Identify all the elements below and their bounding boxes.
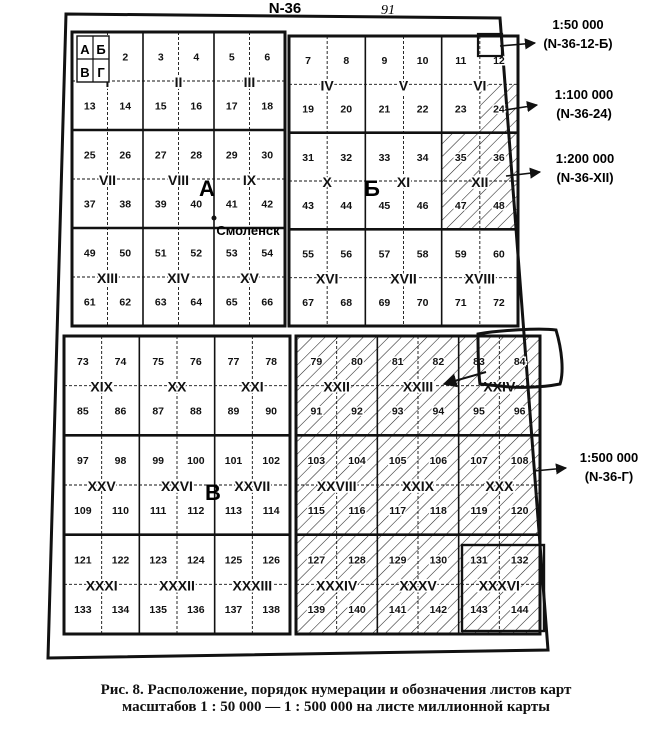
roman-numeral: XX [167,378,187,395]
roman-numeral: XXVIII [316,478,357,494]
sheet-number: 10 [416,55,429,68]
sheet-number: 58 [416,248,429,261]
sheet-number: 117 [389,504,407,517]
sheet-number: 27 [154,149,167,162]
sheet-number: 34 [416,151,429,164]
callout-50000 [543,17,612,51]
callout-500000 [580,450,639,484]
sheet-number: 101 [224,455,243,468]
roman-numeral: VI [473,77,487,94]
roman-numeral: IV [320,77,334,94]
sheet-number: 44 [340,200,353,213]
sheet-number: 73 [76,355,89,368]
sheet-number: 121 [74,554,92,567]
callout-scale: 1:50 000 [552,17,604,32]
sheet-number: 21 [378,103,391,116]
sheet-number: 103 [307,455,326,468]
sheet-number: 125 [224,554,243,567]
sheet-number: 69 [378,296,391,309]
sheet-number: 99 [152,455,165,468]
sheet-number: 109 [74,504,92,517]
sheet-number: 16 [190,100,203,113]
corner-key-g: Г [97,65,105,80]
sheet-number: 40 [190,198,203,211]
sheet-number: 76 [189,355,202,368]
sheet-number: 30 [261,149,274,162]
sheet-number: 90 [265,405,278,418]
sheet-number: 56 [340,248,353,261]
roman-numeral: XVII [390,270,417,287]
corner-key-v: В [80,65,90,80]
sheet-number: 14 [119,100,132,113]
roman-numeral: X [322,174,332,190]
sheet-number: 124 [187,554,205,567]
sheet-number: 128 [348,554,366,567]
sheet-number: 64 [190,296,203,309]
sheet-number: 49 [83,247,96,260]
callout-code: (N-36-12-Б) [543,36,613,51]
sheet-number: 24 [493,103,505,116]
sheet-number: 50 [119,247,132,260]
sheet-number: 82 [432,355,445,368]
corner-mark: 91 [381,3,395,18]
sheet-number: 142 [429,604,448,617]
sheet-number: 51 [154,247,167,260]
sheet-number: 137 [224,604,243,617]
roman-numeral: XXXIII [232,577,273,594]
roman-numeral: XXIII [402,378,434,395]
roman-numeral: XXXVI [478,577,520,594]
sheet-number: 47 [454,200,467,213]
sheet-number: 81 [391,355,404,368]
sheet-number: 120 [510,504,529,517]
roman-numeral: VIII [167,172,190,188]
corner-key [77,36,109,82]
sheet-number: 84 [513,355,526,368]
sheet-number: 95 [473,405,485,418]
sheet-number: 89 [227,405,240,418]
sheet-number: 83 [473,355,485,368]
sheet-number: 42 [261,198,274,211]
sheet-number: 67 [302,296,314,309]
sheet-number: 104 [348,455,366,468]
roman-numeral: XXX [485,478,514,494]
sheet-number: 39 [154,198,167,211]
corner-key-a: А [80,42,90,57]
roman-numeral: XXV [87,478,116,494]
roman-numeral: XXIX [402,478,434,494]
callout-scale: 1:200 000 [555,151,615,166]
sheet-number: 33 [378,151,391,164]
sheet-number: 18 [261,100,274,113]
sheet-number: 22 [416,103,429,116]
sheet-number: 8 [343,55,350,68]
corner-key-b: Б [96,42,106,57]
roman-numeral: XXXV [399,577,437,594]
sheet-number: 17 [225,100,238,113]
roman-numeral: XVIII [464,270,496,287]
sheet-number: 110 [112,504,129,517]
sheet-number: 107 [470,455,488,468]
sheet-number: 32 [340,151,353,164]
sheet-number: 25 [83,149,96,162]
sheet-number: 19 [302,103,314,116]
sheet-number: 75 [152,355,165,368]
sheet-number: 62 [119,296,132,309]
sheet-number: 15 [154,100,167,113]
sheet-number: 134 [111,604,130,617]
sheet-number: 52 [190,247,203,260]
town-label: Смоленск [216,223,280,238]
sheet-number: 94 [432,405,445,418]
sheet-number: 54 [261,247,274,260]
sheet-number: 116 [348,504,366,517]
roman-numeral: XIII [96,270,119,286]
sheet-number: 122 [111,554,130,567]
sheet-number: 59 [454,248,467,261]
roman-numeral: XXXII [159,577,195,594]
roman-numeral: XXVII [234,478,271,494]
sheet-number: 118 [429,504,447,517]
roman-numeral: XXI [241,378,264,395]
sheet-number: 48 [493,200,505,213]
sheet-number: 11 [455,55,467,68]
sheet-number: 127 [307,554,326,567]
roman-numeral: XXIV [483,378,516,395]
callout-scale: 1:100 000 [554,87,614,102]
town-marker [212,216,217,221]
sheet-number: 86 [114,405,127,418]
sheet-number: 93 [391,405,404,418]
sheet-number: 91 [310,405,323,418]
sheet-number: 96 [513,405,526,418]
sheet-number: 141 [388,604,407,617]
sheet-number: 97 [76,455,89,468]
sheet-number: 36 [493,151,505,164]
sheet-number: 57 [378,248,391,261]
roman-numeral: VII [98,172,117,188]
sheet-number: 66 [261,296,274,309]
sheet-number: 135 [149,604,167,617]
sheet-number: 144 [510,604,529,617]
sheet-number: 46 [416,200,429,213]
sheet-number: 26 [119,149,132,162]
roman-numeral: V [398,77,409,94]
sheet-number: 29 [225,149,238,162]
sheet-number: 68 [340,296,353,309]
sheet-number: 53 [225,247,238,260]
roman-numeral: III [243,74,256,90]
sheet-number: 72 [493,296,505,309]
sheet-number: 28 [190,149,203,162]
roman-numeral: II [174,74,183,90]
sheet-number: 136 [187,604,205,617]
roman-numeral: XVI [315,270,339,287]
sheet-number: 79 [310,355,323,368]
sheet-title: N-36 [268,0,302,17]
sheet-number: 126 [262,554,280,567]
sheet-number: 65 [225,296,238,309]
sheet-number: 6 [264,51,271,64]
sheet-number: 143 [470,604,488,617]
sheet-number: 92 [351,405,363,418]
sheet-number: 130 [429,554,448,567]
roman-numeral: XV [240,270,259,286]
roman-numeral: XXII [323,378,350,395]
sheet-number: 108 [510,455,529,468]
sheet-number: 71 [454,296,467,309]
sheet-number: 112 [187,504,205,517]
sheet-number: 80 [351,355,363,368]
sheet-number: 55 [302,248,314,261]
sheet-number: 139 [307,604,326,617]
sheet-number: 106 [429,455,448,468]
sheet-number: 129 [388,554,407,567]
sheet-number: 113 [225,504,242,517]
roman-numeral: XXXIV [316,577,358,594]
caption-line-1: Рис. 8. Расположение, порядок нумерации и обозначения листов карт [100,682,572,698]
roman-numeral: XIV [167,270,190,286]
sheet-number: 35 [454,151,467,164]
sheet-number: 4 [193,51,200,64]
sheet-number: 12 [493,55,505,68]
callout-scale: 1:500 000 [579,450,639,465]
sheet-number: 114 [262,504,280,517]
block-letter-v: В [205,480,221,505]
roman-numeral: XII [471,174,489,190]
roman-numeral: IX [242,172,257,188]
roman-numeral: XIX [90,378,113,395]
callout-code: (N-36-Г) [584,469,634,484]
block-v [64,336,290,634]
block-b [289,36,518,326]
sheet-number: 87 [152,405,165,418]
sheet-number: 119 [470,504,488,517]
roman-numeral: XXVI [161,478,193,494]
callout-100000 [555,87,614,121]
sheet-number: 85 [76,405,89,418]
sheet-number: 105 [388,455,407,468]
sheet-number: 3 [157,51,164,64]
block-letter-a: А [199,176,215,201]
sheet-number: 23 [454,103,467,116]
sheet-number: 98 [114,455,127,468]
sheet-number: 37 [83,198,96,211]
sheet-number: 100 [187,455,205,468]
figure-caption [16,682,656,716]
sheet-number: 133 [74,604,92,617]
sheet-number: 115 [307,504,325,517]
sheet-number: 88 [189,405,202,418]
sheet-number: 7 [305,55,312,68]
callout-code: (N-36-24) [556,106,612,121]
caption-line-2: масштабов 1 : 50 000 — 1 : 500 000 на листе миллионной карты [121,699,551,715]
sheet-number: 131 [470,554,488,567]
sheet-number: 70 [416,296,429,309]
sheet-number: 111 [149,504,167,517]
sheet-number: 45 [378,200,391,213]
sheet-number: 38 [119,198,132,211]
sheet-number: 13 [83,100,96,113]
sheet-number: 2 [122,51,129,64]
sheet-number: 74 [114,355,127,368]
sheet-number: 77 [227,355,240,368]
sheet-number: 102 [262,455,280,468]
sheet-number: 41 [225,198,238,211]
sheet-number: 132 [510,554,529,567]
sheet-number: 5 [228,51,235,64]
sheet-number: 63 [154,296,167,309]
sheet-number: 60 [493,248,505,261]
roman-numeral: XXXI [85,577,118,594]
sheet-number: 31 [302,151,314,164]
sheet-number: 61 [83,296,96,309]
callout-code: (N-36-XII) [556,170,614,185]
sheet-number: 138 [262,604,280,617]
sheet-number: 43 [302,200,314,213]
callout-200000 [556,151,615,185]
sheet-number: 140 [348,604,366,617]
sheet-number: 78 [265,355,278,368]
roman-numeral: XI [396,174,411,190]
sheet-number: 9 [381,55,388,68]
sheet-number: 123 [149,554,167,567]
block-letter-b: Б [364,176,380,201]
block-g [296,336,540,634]
sheet-number: 20 [340,103,353,116]
